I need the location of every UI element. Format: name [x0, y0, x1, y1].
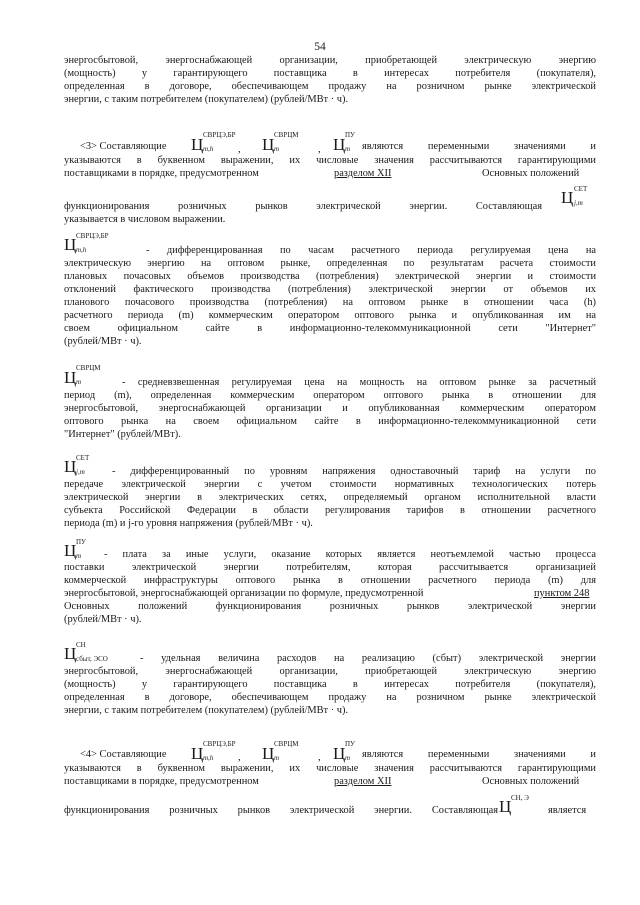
formula-symbol: Ц	[333, 135, 346, 154]
formula-superscript: СН	[76, 641, 86, 649]
comma: ,	[318, 143, 321, 155]
formula-subscript: m,h	[203, 754, 214, 762]
text-line: своем официальном сайте в информационно-телекоммуникационной сети "Интернет"	[64, 323, 596, 334]
text-line: функционирования розничных рынков электрической энергии. Составляющая	[64, 805, 498, 816]
text-line: Основных положений функционирования розничных рынков электрической энергии	[64, 601, 596, 612]
text-line: поставки электрической энергии потребителям, которая рассчитывается организацией	[64, 562, 596, 573]
formula-superscript: СЕТ	[76, 454, 90, 462]
text-line: планового почасового производства (потребления) на оптовом рынке в отношении часа (h)	[64, 297, 596, 308]
formula-symbol: Ц	[64, 235, 77, 254]
formula-subscript: m	[345, 754, 351, 762]
formula-subscript: m	[345, 145, 351, 153]
definition-1-line: - дифференцированная по часам расчетного периода регулируемая цена на	[146, 245, 596, 256]
text-line: электрическую энергию на оптовом рынке, определенная по результатам расчета стоимости	[64, 258, 596, 269]
text-line: (мощность) у гарантирующего поставщика в интересах потребителя (покупателя),	[64, 68, 596, 79]
formula-subscript: j,m	[574, 199, 583, 207]
link-section-xii[interactable]: разделом XII	[334, 776, 392, 787]
text-line: периода (m) и j-го уровня напряжения (рублей/МВт · ч).	[64, 518, 313, 529]
formula-symbol: Ц	[262, 744, 275, 763]
formula-symbol: Ц	[333, 744, 346, 763]
text-line: оптового рынка на своем официальном сайте в информационно-телекоммуникационной сети	[64, 416, 596, 427]
formula-superscript: СВРЦЭ,БР	[203, 131, 236, 139]
text-line	[64, 168, 596, 180]
formula-superscript: СН, Э	[511, 794, 529, 802]
formula-superscript: ПУ	[345, 131, 356, 139]
text-line: энергосбытовой, энергоснабжающей организации и опубликованная коммерческим оператором	[64, 403, 596, 414]
formula-symbol: Ц	[64, 457, 77, 476]
formula-subscript: m	[76, 552, 82, 560]
formula-superscript: СВРЦЭ,БР	[203, 740, 236, 748]
formula-subscript: m,h	[76, 246, 87, 254]
text-line: (мощность) у гарантирующего поставщика в интересах потребителя (покупателя),	[64, 679, 596, 690]
note-3-lead: <3> Составляющие	[80, 141, 167, 152]
formula-superscript: СВРЦМ	[76, 364, 101, 372]
formula-symbol: Ц	[561, 188, 574, 207]
formula-superscript: ПУ	[76, 538, 87, 546]
formula-superscript: ПУ	[345, 740, 356, 748]
text-line: энергосбытовой, энергоснабжающей организации, приобретающей электрическую энергию	[64, 666, 596, 677]
formula-superscript: СВРЦЭ,БР	[76, 232, 109, 240]
text-line: энергии, с таким потребителем (покупателем) (рублей/МВт · ч).	[64, 705, 349, 716]
text-line: указываются в буквенном выражении, их числовые значения рассчитываются гарантирующими	[64, 155, 596, 166]
formula-symbol: Ц	[191, 744, 204, 763]
comma: ,	[238, 143, 241, 155]
formula-subscript: m	[76, 378, 82, 386]
text-line: (рублей/МВт · ч).	[64, 336, 142, 347]
text-line: отклонений фактического производства (потребления) электрической энергии от объемов их	[64, 284, 596, 295]
definition-5-line: - удельная величина расходов на реализацию (сбыт) электрической энергии	[140, 653, 596, 664]
text-span: является	[548, 805, 587, 816]
text-line: определенная в договоре, обеспечивающем продажу на розничном рынке электрической	[64, 81, 596, 92]
text-span: Основных положений	[482, 776, 580, 787]
formula-superscript: СВРЦМ	[274, 131, 299, 139]
note-4-tail: являются переменными значениями и	[362, 749, 596, 760]
formula-superscript: СВРЦМ	[274, 740, 299, 748]
text-line: электрической энергии в электрических сетях, определяемый органом исполнительной власти	[64, 492, 596, 503]
formula-subscript: m,h	[203, 145, 214, 153]
formula-symbol: Ц	[262, 135, 275, 154]
formula-symbol: Ц	[64, 368, 77, 387]
comma: ,	[238, 751, 241, 763]
text-line: указывается в числовом выражении.	[64, 214, 226, 225]
formula-subscript: сбыт, ЭСО	[76, 655, 108, 663]
text-line: коммерческой инфраструктуры оптового рынка в отношении расчетного периода (m) для	[64, 575, 596, 586]
text-line: расчетного периода (m) коммерческим оператором оптового рынка и опубликованная им на	[64, 310, 596, 321]
text-span: поставщиками в порядке, предусмотренном	[64, 776, 259, 787]
formula-superscript: СЕТ	[574, 185, 588, 193]
definition-4-line: - плата за иные услуги, оказание которых является неотъемлемой частью процесса	[104, 549, 596, 560]
text-line: (рублей/МВт · ч).	[64, 614, 142, 625]
text-line: функционирования розничных рынков электрической энергии. Составляющая	[64, 201, 542, 212]
text-line: энергосбытовой, энергоснабжающей организации, приобретающей электрическую энергию	[64, 55, 596, 66]
link-point-248[interactable]: пунктом 248	[534, 588, 590, 599]
text-span: энергосбытовой, энергоснабжающей организации по формуле, предусмотренной	[64, 588, 424, 599]
formula-subscript: m	[274, 145, 280, 153]
text-line: указываются в буквенном выражении, их числовые значения рассчитываются гарантирующими	[64, 763, 596, 774]
formula-symbol: Ц	[191, 135, 204, 154]
page-number: 54	[314, 41, 326, 53]
formula-subscript: m	[274, 754, 280, 762]
definition-2-line: - средневзвешенная регулируемая цена на мощность на оптовом рынке за расчетный	[122, 377, 596, 388]
formula-symbol: Ц	[64, 541, 77, 560]
definition-3-line: - дифференцированный по уровням напряжения одноставочный тариф на услуги по	[112, 466, 596, 477]
text-line: передаче электрической энергии с учетом стоимости нормативных технологических потерь	[64, 479, 596, 490]
text-span: Основных положений	[482, 168, 580, 179]
text-span: поставщиками в порядке, предусмотренном	[64, 168, 259, 179]
text-line: период (m), определенная коммерческим оператором оптового рынка в отношении для	[64, 390, 596, 401]
text-line: энергии, с таким потребителем (покупателем) (рублей/МВт · ч).	[64, 94, 349, 105]
link-section-xii[interactable]: разделом XII	[334, 168, 392, 179]
comma: ,	[318, 751, 321, 763]
formula-symbol: Ц	[499, 797, 512, 816]
text-line: плановых почасовых объемов производства (потребления) электрической энергии и стоимости	[64, 271, 596, 282]
text-line: "Интернет" (рублей/МВт).	[64, 429, 181, 440]
note-3-tail: являются переменными значениями и	[362, 141, 596, 152]
note-4-lead: <4> Составляющие	[80, 749, 167, 760]
formula-symbol: Ц	[64, 644, 77, 663]
text-line	[64, 588, 596, 600]
text-line: определенная в договоре, обеспечивающем продажу на розничном рынке электрической	[64, 692, 596, 703]
formula-subscript: j,m	[76, 468, 85, 476]
text-line: субъекта Российской Федерации в области регулирования тарифов в отношении расчетного	[64, 505, 596, 516]
text-line	[64, 776, 596, 788]
